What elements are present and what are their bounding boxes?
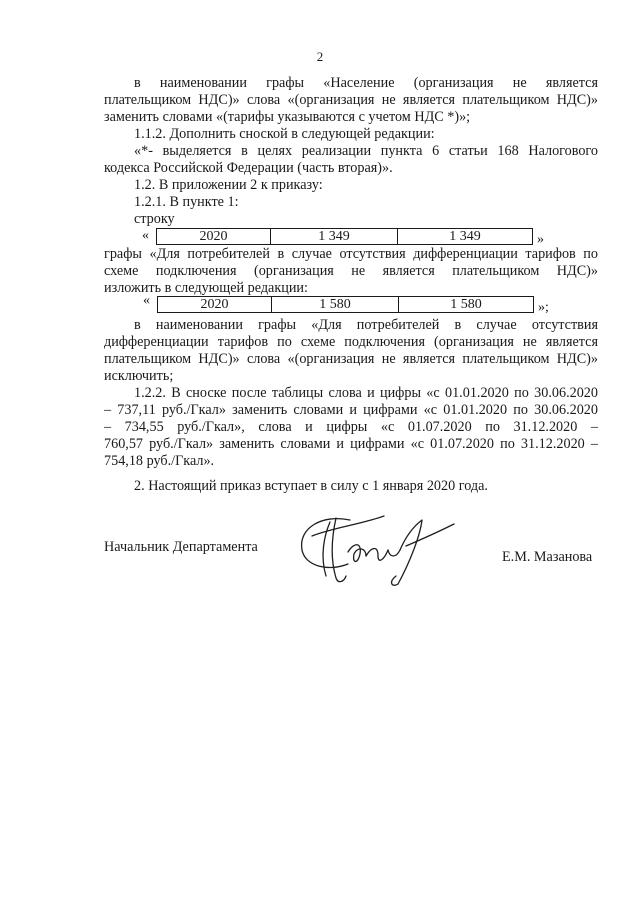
paragraph-1-line-1: в наименовании графы «Население (организация не является <box>134 75 598 91</box>
paragraph-7-line-2: схеме подключения (организация не является плательщиком НДС)» <box>104 263 598 279</box>
table-cell-value: 1 349 <box>271 229 398 244</box>
paragraph-2-line-1: 1.1.2. Дополнить сноской в следующей редакции: <box>134 126 435 142</box>
signatory-position: Начальник Департамента <box>104 539 258 555</box>
paragraph-9-line-2: – 737,11 руб./Гкал» заменить словами и цифрами «с 01.01.2020 по 30.06.2020 <box>104 402 598 418</box>
paragraph-8-line-2: дифференциации тарифов по схеме подключения (организация не является <box>104 334 598 350</box>
paragraph-4-line-1: 1.2. В приложении 2 к приказу: <box>134 177 323 193</box>
table-row-old <box>156 228 533 245</box>
paragraph-10-line-1: 2. Настоящий приказ вступает в силу с 1 января 2020 года. <box>134 478 488 494</box>
table-cell-year: 2020 <box>158 297 272 312</box>
paragraph-8-line-3: плательщиком НДС)» слова «(организация не является плательщиком НДС)» <box>104 351 598 367</box>
paragraph-3-line-1: «*- выделяется в целях реализации пункта 6 статьи 168 Налогового <box>134 143 598 159</box>
paragraph-8-line-1: в наименовании графы «Для потребителей в случае отсутствия <box>134 317 598 333</box>
table-row-new <box>157 296 534 313</box>
paragraph-5-line-1: 1.2.1. В пункте 1: <box>134 194 239 210</box>
paragraph-8-line-4: исключить; <box>104 368 174 384</box>
row-1-close-quote: » <box>537 232 544 247</box>
table-cell-value: 1 580 <box>272 297 399 312</box>
table-cell-year: 2020 <box>157 229 271 244</box>
paragraph-7-line-1: графы «Для потребителей в случае отсутствия дифференциации тарифов по <box>104 246 598 262</box>
paragraph-9-line-3: – 734,55 руб./Гкал», слова и цифры «с 01.07.2020 по 31.12.2020 – <box>104 419 598 435</box>
paragraph-1-line-2: плательщиком НДС)» слова «(организация не является плательщиком НДС)» <box>104 92 598 108</box>
table-cell-value: 1 580 <box>450 297 482 312</box>
handwritten-signature <box>292 506 472 590</box>
paragraph-1-line-3: заменить словами «(тарифы указываются с учетом НДС *)»; <box>104 109 471 125</box>
paragraph-9-line-4: 760,57 руб./Гкал» заменить словами и цифрами «с 01.07.2020 по 31.12.2020 – <box>104 436 598 452</box>
table-cell-value: 1 349 <box>449 229 481 244</box>
signatory-name: Е.М. Мазанова <box>502 549 593 565</box>
paragraph-3-line-2: кодекса Российской Федерации (часть вторая)». <box>104 160 393 176</box>
row-2-open-quote: « <box>143 293 150 308</box>
row-1-open-quote: « <box>142 228 149 243</box>
paragraph-9-line-5: 754,18 руб./Гкал». <box>104 453 215 469</box>
paragraph-9-line-1: 1.2.2. В сноске после таблицы слова и цифры «с 01.01.2020 по 30.06.2020 <box>134 385 598 401</box>
paragraph-6-line-1: строку <box>134 211 175 227</box>
page-number: 2 <box>316 49 324 64</box>
paragraph-7-line-3: изложить в следующей редакции: <box>104 280 308 296</box>
row-2-close-quote: »; <box>538 300 549 315</box>
